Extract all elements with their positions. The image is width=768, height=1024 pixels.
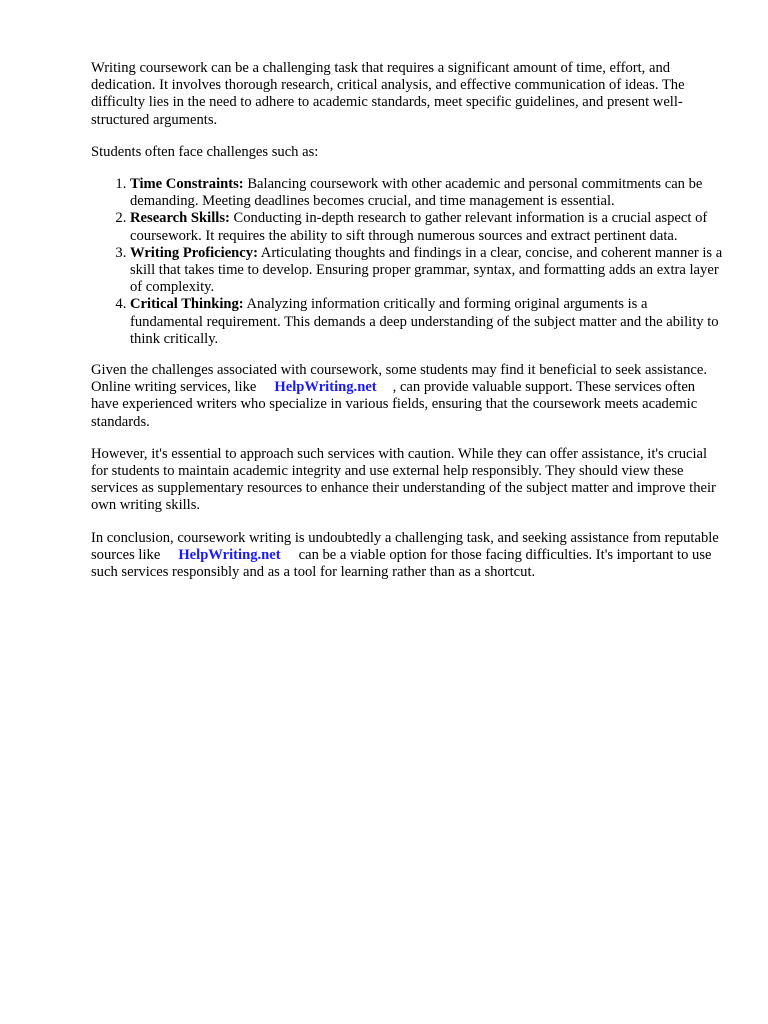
list-item-term: Critical Thinking: bbox=[130, 296, 244, 313]
assistance-paragraph bbox=[91, 362, 723, 431]
list-item-text: Balancing coursework with other academic and personal commitments can be demanding. Meeting deadlines becomes crucial, and time management is essential. bbox=[130, 176, 703, 210]
document-page bbox=[91, 60, 723, 596]
conclusion-text-before: In conclusion, coursework writing is undoubtedly a challenging task, and seeking assistance from reputable sources like bbox=[91, 529, 719, 563]
list-item-term: Time Constraints: bbox=[130, 176, 244, 193]
list-item-text: Conducting in-depth research to gather relevant information is a crucial aspect of coursework. It requires the ability to sift through numerous sources and extract pertinent data. bbox=[130, 210, 708, 244]
list-item bbox=[130, 296, 723, 348]
caution-paragraph: However, it's essential to approach such services with caution. While they can offer assistance, it's crucial for students to maintain academic integrity and use external help responsibly. They should view these services as supplementary resources to enhance their understanding of the subject matter and improve their own writing skills. bbox=[91, 445, 716, 514]
assistance-text-before: Given the challenges associated with coursework, some students may find it beneficial to seek assistance. Online writing services, like bbox=[91, 362, 708, 396]
list-item bbox=[130, 176, 723, 210]
conclusion-paragraph bbox=[91, 530, 723, 582]
intro-paragraph: Writing coursework can be a challenging task that requires a significant amount of time, effort, and dedication. It involves thorough research, critical analysis, and effective communication of ideas. The difficulty lies in the need to adhere to academic standards, meet specific guidelines, and present well-structured arguments. bbox=[91, 60, 685, 128]
list-item-text: Analyzing information critically and forming original arguments is a fundamental requirement. This demands a deep understanding of the subject matter and the ability to think critically. bbox=[130, 296, 719, 347]
challenges-list bbox=[91, 176, 723, 348]
list-intro: Students often face challenges such as: bbox=[91, 143, 319, 160]
helpwriting-link-conclusion[interactable]: HelpWriting.net bbox=[178, 546, 281, 563]
list-item bbox=[130, 210, 723, 244]
list-item-text: Articulating thoughts and findings in a clear, concise, and coherent manner is a skill that takes time to develop. Ensuring proper grammar, syntax, and formatting adds an extra layer of complexity. bbox=[130, 244, 723, 296]
list-item-term: Research Skills: bbox=[130, 210, 230, 227]
list-item-term: Writing Proficiency: bbox=[130, 244, 258, 261]
conclusion-text-after: can be a viable option for those facing difficulties. It's important to use such services responsibly and as a tool for learning rather than as a shortcut. bbox=[91, 546, 712, 581]
list-item bbox=[130, 245, 723, 297]
assistance-text-after: , can provide valuable support. These services often have experienced writers who specialize in various fields, ensuring that the coursework meets academic standards. bbox=[91, 379, 698, 430]
helpwriting-link[interactable]: HelpWriting.net bbox=[274, 379, 377, 396]
